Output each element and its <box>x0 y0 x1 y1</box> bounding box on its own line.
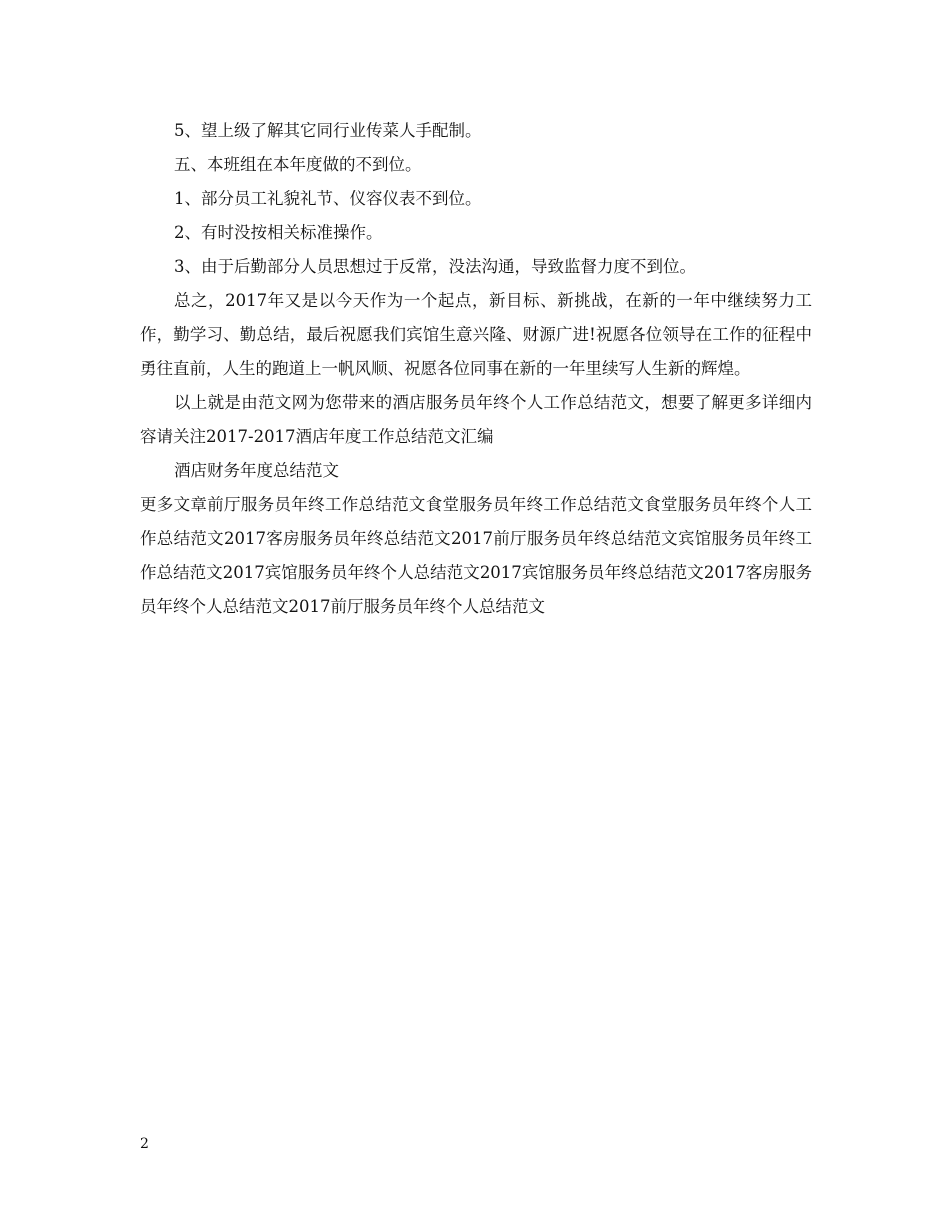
conclusion-paragraph: 总之，2017年又是以今天作为一个起点，新目标、新挑战，在新的一年中继续努力工作，勤学习、勤总结，最后祝愿我们宾馆生意兴隆、财源广进!祝愿各位领导在工作的征程中勇往直前，人生的跑道上一帆风顺、祝愿各位同事在新的一年里续写人生新的辉煌。 <box>140 291 812 378</box>
section-heading-five: 五、本班组在本年度做的不到位。 <box>174 155 422 174</box>
document-body <box>140 114 812 624</box>
related-article-link[interactable]: 酒店财务年度总结范文 <box>174 461 339 480</box>
more-articles-paragraph[interactable]: 更多文章前厅服务员年终工作总结范文食堂服务员年终工作总结范文食堂服务员年终个人工作总结范文2017客房服务员年终总结范文2017前厅服务员年终总结范文宾馆服务员年终工作总结范文2017宾馆服务员年终个人总结范文2017宾馆服务员年终总结范文2017客房服务员年终个人总结范文2017前厅服务员年终个人总结范文 <box>140 495 812 616</box>
paragraph-item-1: 1、部分员工礼貌礼节、仪容仪表不到位。 <box>174 189 482 208</box>
page-number: 2 <box>140 1136 149 1152</box>
paragraph-item-2: 2、有时没按相关标准操作。 <box>174 223 383 242</box>
paragraph-item-3: 3、由于后勤部分人员思想过于反常，没法沟通，导致监督力度不到位。 <box>174 257 696 276</box>
source-note-paragraph: 以上就是由范文网为您带来的酒店服务员年终个人工作总结范文，想要了解更多详细内容请关注2017-2017酒店年度工作总结范文汇编 <box>140 393 812 446</box>
paragraph-item-5: 5、望上级了解其它同行业传菜人手配制。 <box>174 121 482 140</box>
